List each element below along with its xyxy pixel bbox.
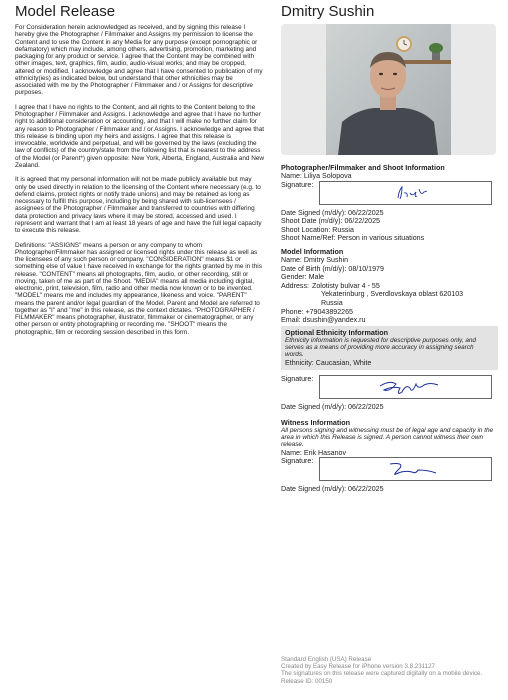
photographer-heading: Photographer/Filmmaker and Shoot Information [281, 163, 445, 172]
address-lines [312, 282, 463, 308]
witness-name: Name: Erik Hasanov [281, 448, 347, 457]
terms-paragraph-consent: For Consideration herein acknowledged as received, and by signing this release I hereby give the Photographer / Filmmaker and Assigns my permission to license the Content and to use the Content in any Media for any purpose (except pornographic or defamatory) which may include, among others, advertising, promotion, marketing and packaging for any product or service. I agree that the Content may be combined with other images, text, graphics, film, audio, audio-visual works; and may be cropped, altered or modified. I acknowledge and agree that I have consented to publication of my ethnicity(ies) as indicated below, but understand that other ethnicities may be associated with me by the Photographer / Filmmaker and / or Assigns for descriptive purposes. [15, 24, 263, 97]
photographer-signature-box[interactable] [319, 181, 492, 205]
shoot-location: Shoot Location: Russia [281, 225, 354, 234]
signature-label: Signature: [281, 375, 314, 384]
footer-capture-note: The signatures on this release were captured digitally on a mobile device. [281, 670, 483, 678]
footer-release-id: Release ID: 00150 [281, 677, 333, 685]
address-line-2: Yekaterinburg , Sverdlovskaya oblast 620103 [321, 290, 464, 299]
address-label: Address: [281, 281, 309, 290]
witness-signature-box[interactable] [319, 457, 492, 481]
ethnicity-note: Ethnicity information is requested for descriptive purposes only, and serves as a means of providing more accuracy in assigning search words. [285, 336, 476, 359]
witness-date-signed: Date Signed (m/d/y): 06/22/2025 [281, 485, 384, 494]
footer-release-type: Standard English (USA) Release [281, 656, 372, 663]
footer-app-version: Created by Easy Release for iPhone version 3.8.231127 [281, 663, 435, 671]
photographer-date-signed: Date Signed (m/d/y): 06/22/2025 [281, 208, 384, 217]
witness-signature-image [320, 458, 491, 480]
ethnicity-value: Ethnicity: Caucasian, White [285, 358, 372, 367]
release-terms-column [15, 0, 265, 343]
model-portrait-image [326, 24, 451, 155]
model-section [281, 247, 498, 412]
witness-section [281, 418, 498, 494]
terms-paragraph-privacy: It is agreed that my personal information will not be made publicly available but may only be used directly in relation to the licensing of the Content where necessary (e.g. to defend claims, protect rights or notify trade unions) and may be retained as long as necessary to fulfill this purpose, including by being shared with sub-licensees / assignees of the Photographer / Filmmaker and transferred to countries with differing data protection and privacy laws where it may be stored, accessed and used. I represent and warrant that I am at least 18 years of age and have the full legal capacity to execute this release. [15, 176, 262, 235]
model-signature-box[interactable] [319, 375, 492, 399]
witness-note: All persons signing and witnessing must be of legal age and capacity in the area in which this Release is signed. A person cannot witness their own release. [281, 426, 494, 449]
photographer-section [281, 163, 498, 243]
photographer-signature-row [281, 181, 498, 205]
ethnicity-heading: Optional Ethnicity Information [285, 327, 389, 337]
witness-heading: Witness Information [281, 417, 351, 427]
signature-label: Signature: [281, 180, 314, 189]
model-phone: Phone: +79043892265 [281, 307, 353, 316]
model-gender: Gender: Male [281, 273, 324, 282]
release-footer [281, 656, 498, 685]
model-email: Email: dsushin@yandex.ru [281, 316, 366, 325]
witness-signature-row [281, 457, 498, 481]
model-name: Name: Dmitry Sushin [281, 255, 349, 264]
release-details-column [281, 0, 498, 494]
model-photo [281, 24, 496, 155]
model-signature-image [320, 376, 491, 398]
release-title: Model Release [15, 3, 116, 20]
ethnicity-box [281, 326, 498, 370]
address-line-1: Zolotisty bulvar 4 - 55 [312, 281, 380, 290]
model-dob: Date of Birth (m/d/y): 08/10/1979 [281, 264, 384, 273]
shoot-date: Shoot Date (m/d/y): 06/22/2025 [281, 217, 380, 226]
terms-paragraph-definitions: Definitions: "ASSIGNS" means a person or any company to whom Photographer/Filmmaker has assigned or licensed rights under this release as well as the licensees of any such person or company. "CONSIDERATION" means $1 or something else of value I have received in exchange for the rights granted by me in this release. "CONTENT" means all photographs, film, audio, or other recording, still or moving, taken of me as part of the Shoot. "MEDIA" means all media including digital, electronic, print, television, film, radio and other media now known or to be invented. "MODEL" means me and includes my appearance, likeness and voice. "PARENT" means the parent and/or legal guardian of the Model. Parent and Model are referred to together as "I" and "me" in this release, as the context dictates. "PHOTOGRAPHER / FILMMAKER" means photographer, illustrator, filmmaker or cinematographer, or any other person or entity photographing or recording me. "SHOOT" means the photographic, film or recording session described in this form. [15, 241, 262, 336]
model-heading: Model Information [281, 246, 344, 256]
shoot-name: Shoot Name/Ref: Person in various situations [281, 234, 425, 243]
model-signature-row [281, 375, 498, 399]
model-address [281, 282, 498, 308]
signature-label: Signature: [281, 457, 314, 466]
photographer-signature-image [320, 182, 491, 204]
model-name-title: Dmitry Sushin [281, 3, 375, 20]
terms-paragraph-rights: I agree that I have no rights to the Content, and all rights to the Content belong to the Photographer / Filmmaker and Assigns. I acknowledge and agree that I have no further right to additional consideration or accounting, and that I will make no further claim for any reason to Photographer / Filmmaker and / or Assigns. I acknowledge and agree that this release is binding upon my heirs and assigns. I agree that this release is irrevocable, worldwide and perpetual, and will be governed by the laws (excluding the law of conflicts) of the country/state from the following list that is nearest to the address of the Model (or Parent*) given opposite: New York, Alberta, England, Australia and New Zealand. [15, 103, 265, 169]
photographer-name: Name: Liliya Solopova [281, 172, 352, 180]
address-line-3: Russia [321, 298, 343, 307]
model-date-signed: Date Signed (m/d/y): 06/22/2025 [281, 403, 384, 412]
